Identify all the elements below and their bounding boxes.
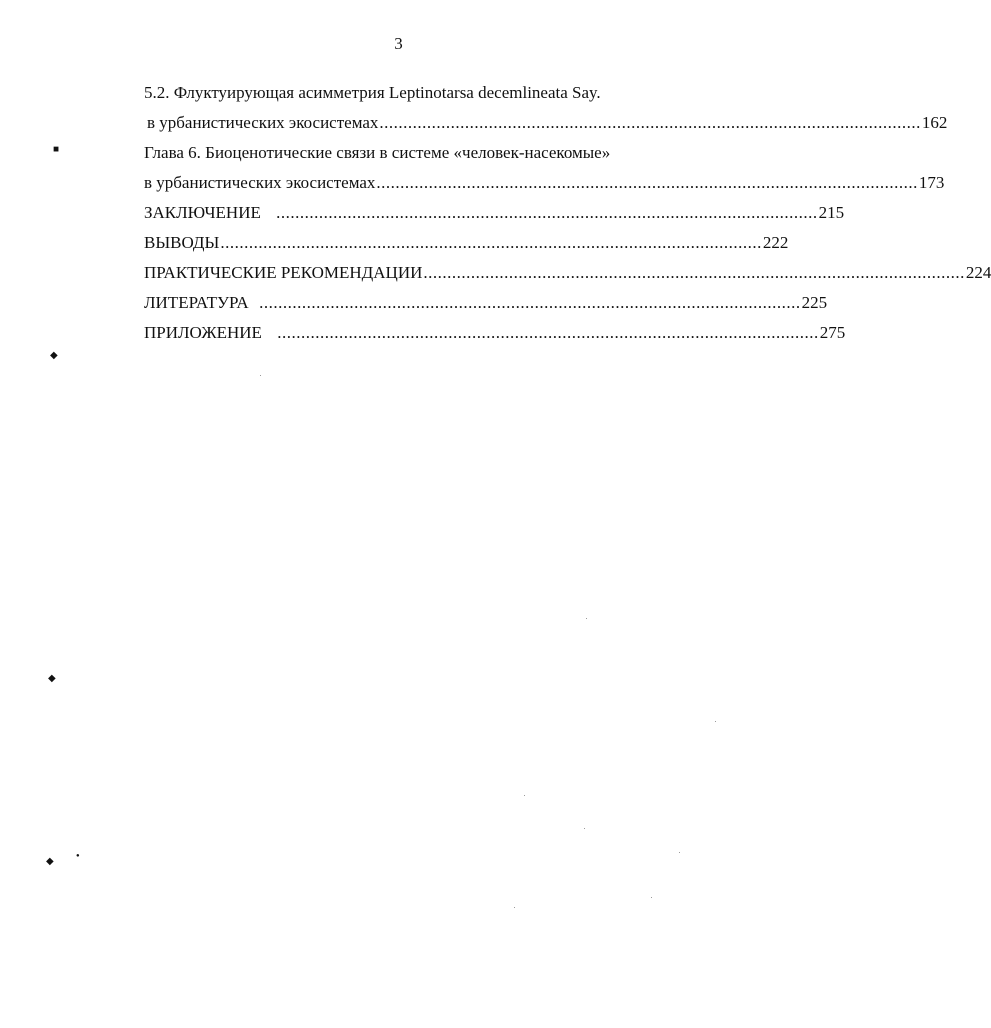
scan-speck	[584, 828, 585, 829]
toc-leader-dots: ..................................................................................................................	[262, 323, 819, 342]
toc-entry-page: 162	[921, 113, 948, 132]
toc-entry-page: 215	[818, 203, 845, 222]
toc-leader-dots: ..................................................................................................................	[249, 293, 801, 312]
scan-speck	[651, 897, 652, 898]
toc-entry-text: в урбанистических экосистемах	[144, 173, 376, 192]
page-number: 3	[394, 34, 403, 53]
toc-entry-chapter-6-title	[144, 138, 736, 168]
scan-speck	[260, 375, 261, 376]
toc-entry-text: ЗАКЛЮЧЕНИЕ	[144, 203, 261, 222]
toc-entry-text: ПРАКТИЧЕСКИЕ РЕКОМЕНДАЦИИ	[144, 263, 423, 282]
toc-entry-chapter-6	[144, 168, 945, 198]
toc-entry-page: 225	[801, 293, 828, 312]
scan-speck	[679, 852, 680, 853]
toc-entry-page: 222	[762, 233, 789, 252]
toc-entry-recommendations	[144, 258, 991, 288]
toc-entry-text: в урбанистических экосистемах	[147, 113, 379, 132]
toc-entry-text: ПРИЛОЖЕНИЕ	[144, 323, 262, 342]
toc-leader-dots: ..................................................................................................................	[423, 263, 965, 282]
binding-mark-icon: ◆	[50, 350, 58, 361]
toc-entry-page: 224	[965, 263, 991, 282]
toc-leader-dots: ..................................................................................................................	[376, 173, 918, 192]
toc-entry-5-2-title	[144, 78, 736, 108]
speck-mark-icon: ●	[76, 853, 80, 859]
scan-speck	[524, 795, 525, 796]
toc-entry-conclusions	[144, 228, 789, 258]
table-of-contents	[144, 78, 991, 348]
toc-entry-conclusion	[144, 198, 845, 228]
toc-entry-appendix	[144, 318, 846, 348]
binding-mark-icon: ■	[53, 144, 60, 155]
binding-mark-icon: ◆	[46, 856, 54, 867]
binding-mark-icon: ◆	[48, 673, 56, 684]
toc-leader-dots: ..................................................................................................................	[261, 203, 818, 222]
toc-entry-page: 275	[819, 323, 846, 342]
toc-entry-text: 5.2. Флуктуирующая асимметрия Leptinotarsa decemlineata Say.	[144, 83, 601, 102]
toc-entry-text: ВЫВОДЫ	[144, 233, 220, 252]
toc-entry-text: Глава 6. Биоценотические связи в системе «человек-насекомые»	[144, 143, 611, 162]
toc-entry-page: 173	[918, 173, 945, 192]
toc-leader-dots: ..................................................................................................................	[379, 113, 921, 132]
scan-speck	[715, 721, 716, 722]
scan-speck	[514, 907, 515, 908]
toc-entry-text: ЛИТЕРАТУРА	[144, 293, 249, 312]
toc-entry-5-2	[144, 108, 948, 138]
toc-leader-dots: ..................................................................................................................	[220, 233, 762, 252]
toc-entry-literature	[144, 288, 828, 318]
scan-speck	[586, 618, 587, 619]
